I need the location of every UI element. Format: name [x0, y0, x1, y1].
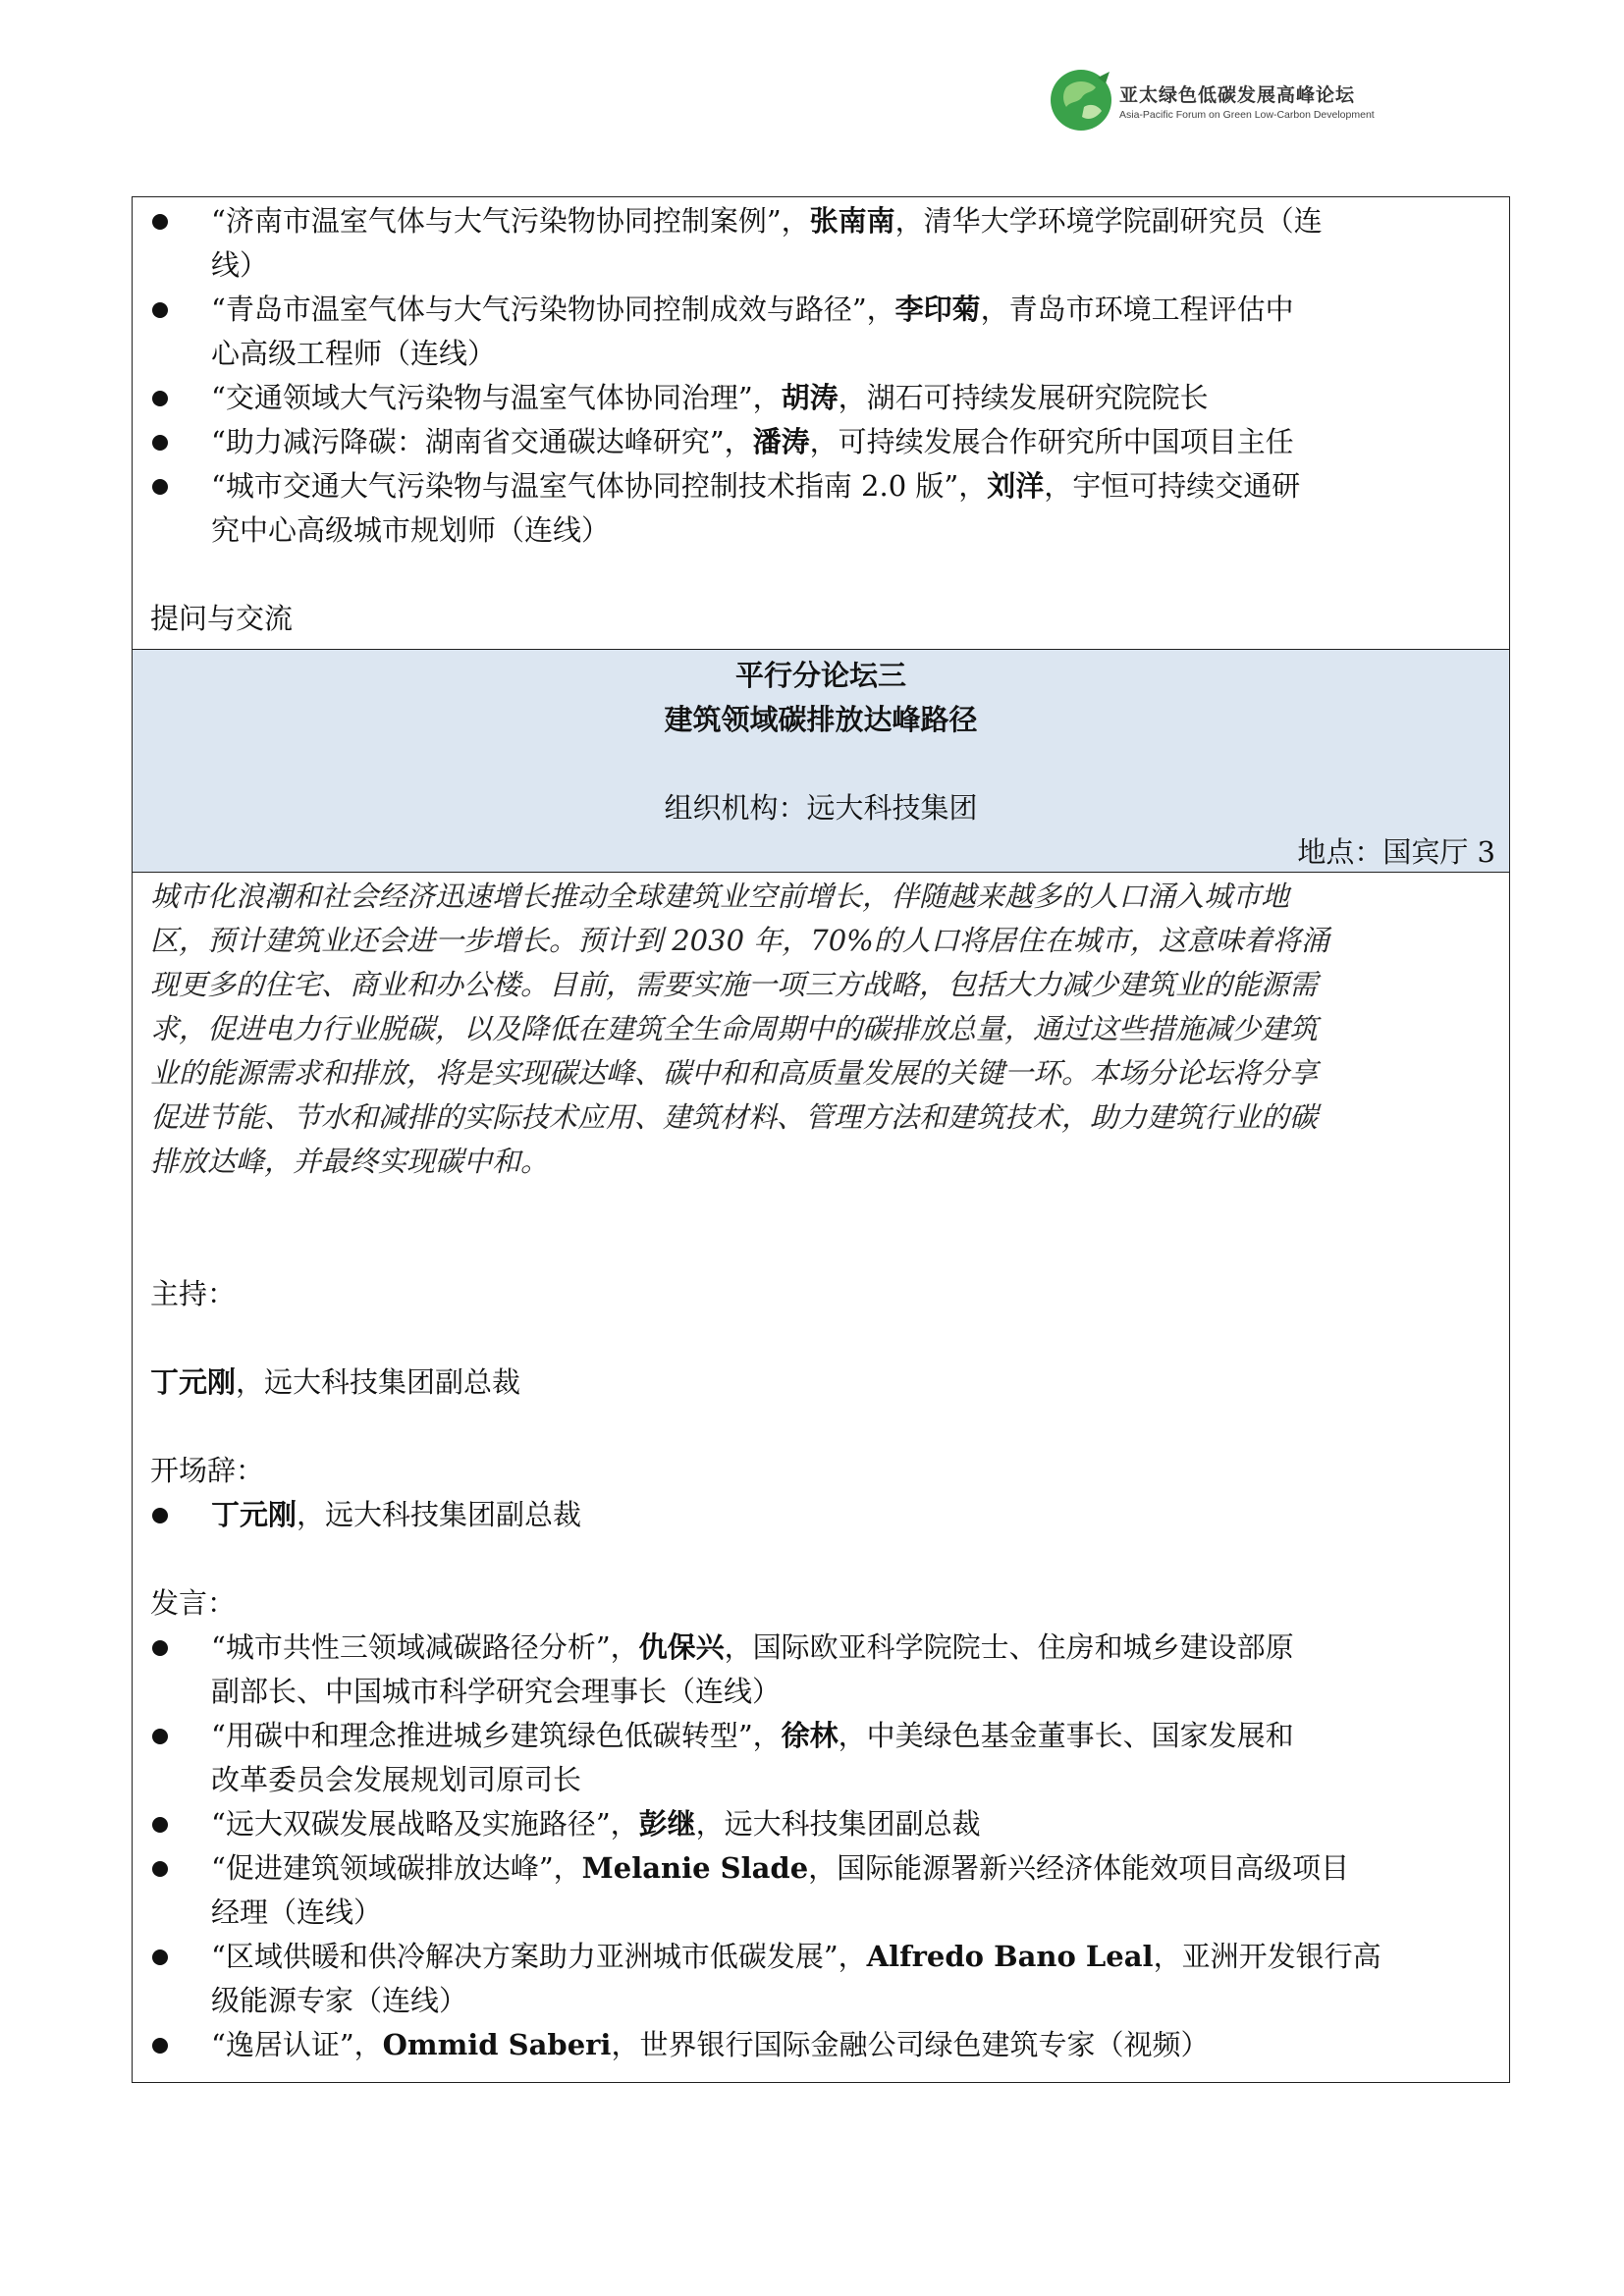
globe-leaf-icon: [1049, 68, 1113, 133]
list-item: [150, 376, 1495, 420]
opening-label: 开场辞：: [150, 1454, 265, 1487]
bullet-icon: [152, 391, 168, 406]
talk-title: “交通领域大气污染物与温室气体协同治理”，: [211, 381, 782, 414]
talk-title: “济南市温室气体与大气污染物协同控制案例”，: [211, 204, 810, 238]
bullet-icon: [152, 1729, 168, 1744]
bullet-icon: [152, 302, 168, 318]
intro-line: 区，预计建筑业还会进一步增长。预计到 2030 年，70%的人口将居住在城市，这意味着将涌: [150, 924, 1329, 957]
speaker-name: 徐林: [781, 1719, 839, 1752]
speaker-desc: ，远大科技集团副总裁: [695, 1807, 981, 1841]
bullet-icon: [152, 1817, 168, 1833]
logo-title-en: Asia-Pacific Forum on Green Low-Carbon Development: [1119, 108, 1375, 121]
previous-session-speeches: [133, 197, 1509, 649]
intro-line: 城市化浪潮和社会经济迅速增长推动全球建筑业空前增长，伴随越来越多的人口涌入城市地: [150, 880, 1290, 913]
bullet-icon: [152, 1949, 168, 1965]
host-entry: [150, 1361, 1495, 1405]
speaker-name: 仇保兴: [638, 1630, 725, 1664]
intro-line: 促进节能、节水和减排的实际技术应用、建筑材料、管理方法和建筑技术，助力建筑行业的碳: [150, 1100, 1319, 1134]
speaker-name: 张南南: [809, 204, 895, 238]
speaker-desc: ，湖石可持续发展研究院院长: [838, 381, 1209, 414]
agenda-table: [132, 196, 1510, 2083]
session-number: 平行分论坛三: [734, 659, 906, 692]
talk-title: “用碳中和理念推进城乡建筑绿色低碳转型”，: [211, 1719, 782, 1752]
talk-title: “城市交通大气污染物与温室气体协同控制技术指南 2.0 版”，: [211, 469, 988, 503]
talk-title: “促进建筑领域碳排放达峰”，: [211, 1851, 582, 1885]
talk-title: “远大双碳发展战略及实施路径”，: [211, 1807, 639, 1841]
forum-logo: [1049, 65, 1375, 135]
session-details: [133, 873, 1509, 2082]
speaker-name: 潘涛: [752, 425, 810, 458]
speaker-desc: ，青岛市环境工程评估中: [980, 293, 1294, 326]
bullet-icon: [152, 214, 168, 230]
list-item-continuation: 经理（连线）: [211, 1896, 383, 1929]
qa-label: 提问与交流: [150, 602, 294, 635]
list-item: [150, 288, 1495, 332]
list-item-continuation: 副部长、中国城市科学研究会理事长（连线）: [211, 1675, 782, 1708]
speaker-desc: ，国际能源署新兴经济体能效项目高级项目: [808, 1851, 1350, 1885]
host-label: 主持：: [150, 1277, 237, 1310]
list-item-continuation: 改革委员会发展规划司原司长: [211, 1763, 582, 1796]
speaker-name: 胡涛: [781, 381, 839, 414]
list-item-continuation: 心高级工程师（连线）: [211, 337, 497, 370]
speaker-desc: ，国际欧亚科学院院士、住房和城乡建设部原: [724, 1630, 1294, 1664]
list-item: [150, 2023, 1495, 2067]
speaker-desc: ，宇恒可持续交通研: [1044, 469, 1301, 503]
speaker-name: Melanie Slade: [581, 1851, 809, 1885]
bullet-icon: [152, 2038, 168, 2054]
speaker-desc: ，亚洲开发银行高: [1153, 1940, 1381, 1973]
list-item: [150, 464, 1495, 508]
speaker-name: 刘洋: [987, 469, 1045, 503]
bullet-icon: [152, 1640, 168, 1656]
session-banner: [133, 649, 1509, 873]
list-item-continuation: 级能源专家（连线）: [211, 1984, 468, 2017]
intro-line: 排放达峰，并最终实现碳中和。: [150, 1145, 550, 1178]
speaker-name: Ommid Saberi: [382, 2028, 612, 2061]
session-location: 地点：国宾厅 3: [1297, 835, 1495, 869]
bullet-icon: [152, 479, 168, 495]
opening-speaker-name: 丁元刚: [211, 1498, 298, 1531]
talk-title: “助力减污降碳：湖南省交通碳达峰研究”，: [211, 425, 753, 458]
list-item: [150, 1626, 1495, 1670]
list-item: [150, 1935, 1495, 1979]
speaker-desc: ，可持续发展合作研究所中国项目主任: [809, 425, 1294, 458]
intro-line: 现更多的住宅、商业和办公楼。目前，需要实施一项三方战略，包括大力减少建筑业的能源需: [150, 968, 1319, 1001]
speaker-name: Alfredo Bano Leal: [866, 1940, 1154, 1973]
intro-line: 求，促进电力行业脱碳，以及降低在建筑全生命周期中的碳排放总量，通过这些措施减少建筑: [150, 1012, 1319, 1045]
list-item-continuation: 线）: [211, 248, 269, 282]
bullet-icon: [152, 1861, 168, 1877]
session-intro: [150, 875, 1495, 1184]
opening-speaker-desc: ，远大科技集团副总裁: [297, 1498, 582, 1531]
talk-title: “区域供暖和供冷解决方案助力亚洲城市低碳发展”，: [211, 1940, 867, 1973]
intro-line: 业的能源需求和排放，将是实现碳达峰、碳中和和高质量发展的关键一环。本场分论坛将分享: [150, 1056, 1319, 1090]
speaker-desc: ，中美绿色基金董事长、国家发展和: [838, 1719, 1294, 1752]
host-name: 丁元刚: [150, 1365, 237, 1399]
talk-title: “城市共性三领域减碳路径分析”，: [211, 1630, 639, 1664]
speaker-desc: ，世界银行国际金融公司绿色建筑专家（视频）: [611, 2028, 1210, 2061]
speaker-desc: ，清华大学环境学院副研究员（连: [894, 204, 1323, 238]
logo-title-cn: 亚太绿色低碳发展高峰论坛: [1119, 83, 1356, 106]
host-desc: ，远大科技集团副总裁: [236, 1365, 521, 1399]
session-organizer: 组织机构：远大科技集团: [664, 791, 978, 825]
list-item: [150, 1846, 1495, 1891]
list-item: [150, 420, 1495, 464]
speaker-name: 彭继: [638, 1807, 696, 1841]
speaker-name: 李印菊: [894, 293, 981, 326]
session-title: 建筑领域碳排放达峰路径: [664, 703, 978, 736]
talk-title: “青岛市温室气体与大气污染物协同控制成效与路径”，: [211, 293, 895, 326]
talk-title: “逸居认证”，: [211, 2028, 383, 2061]
bullet-icon: [152, 1508, 168, 1523]
speech-label: 发言：: [150, 1586, 237, 1620]
list-item: [150, 1802, 1495, 1846]
list-item: [150, 199, 1495, 243]
list-item: [150, 1493, 1495, 1537]
list-item-continuation: 究中心高级城市规划师（连线）: [211, 513, 611, 547]
bullet-icon: [152, 435, 168, 451]
list-item: [150, 1714, 1495, 1758]
